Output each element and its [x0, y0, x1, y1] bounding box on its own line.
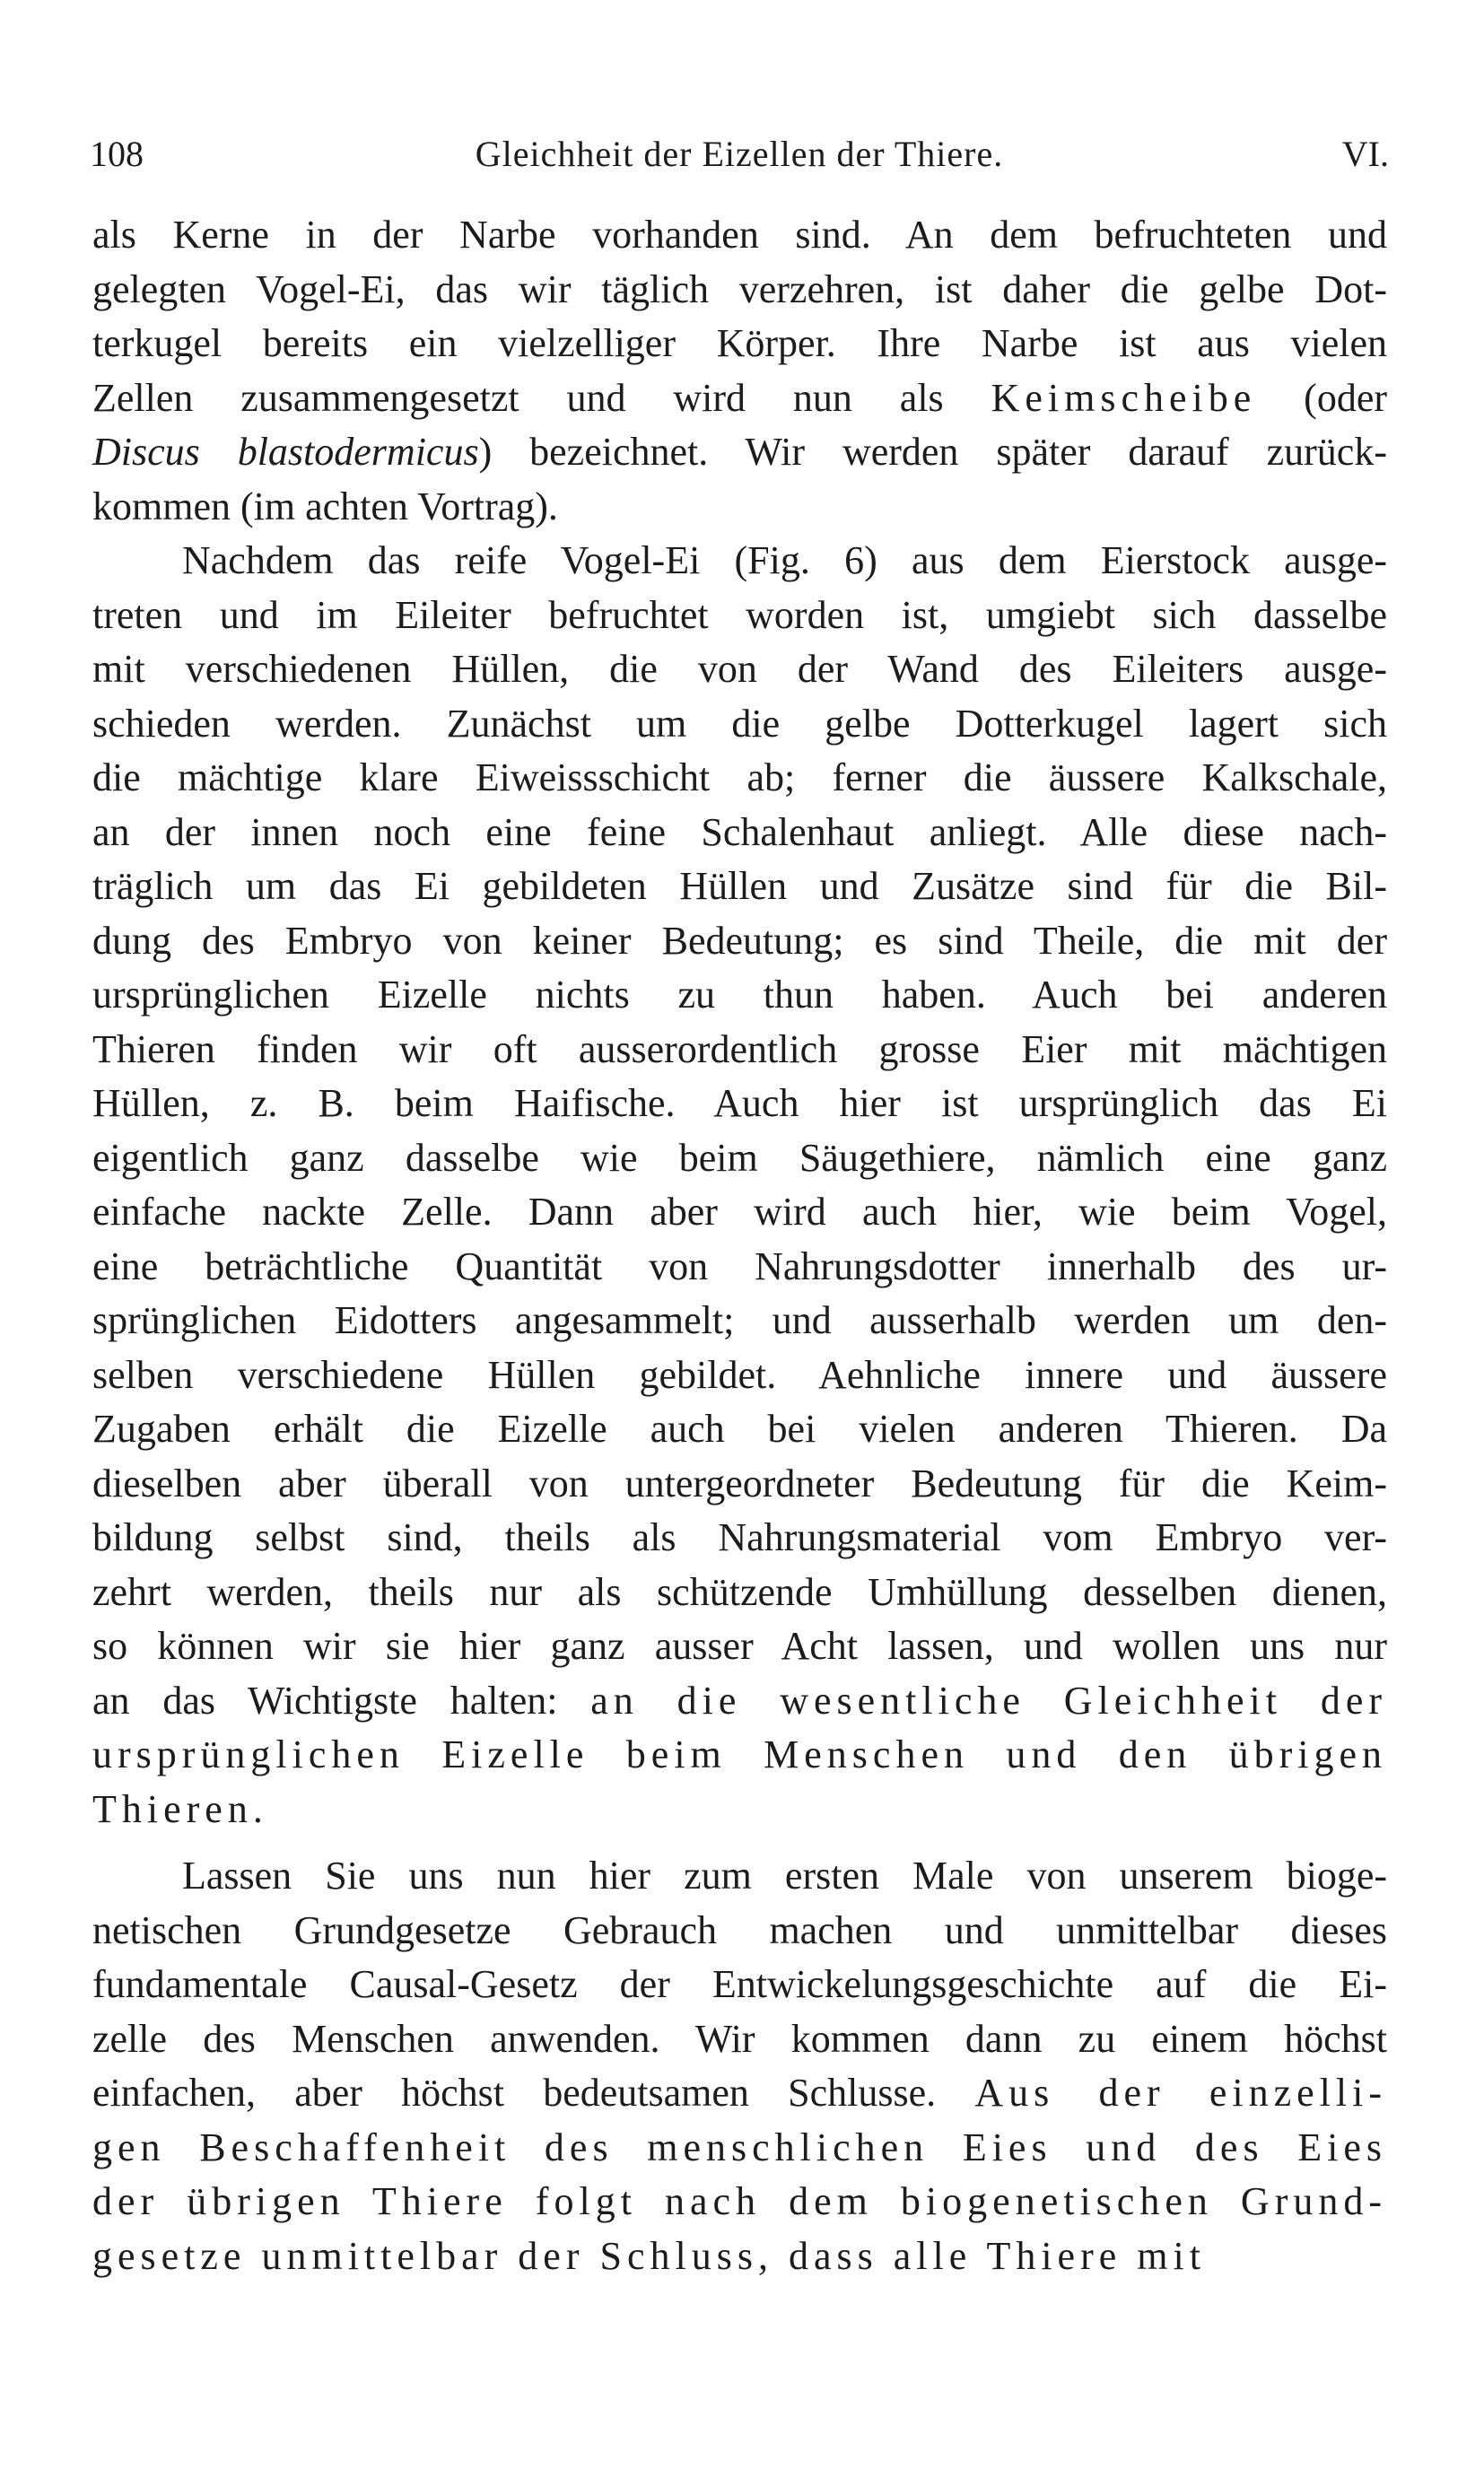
text-run: Nachdem das reife Vogel-Ei (Fig. 6) aus dem Eierstock ausge-: [182, 538, 1387, 582]
text-run: schieden werden. Zunächst um die gelbe Dotterkugel lagert sich: [92, 701, 1387, 746]
spaced-emphasis: Thieren.: [92, 1786, 268, 1831]
text-line: [92, 371, 1387, 426]
text-run: einfache nackte Zelle. Dann aber wird auch hier, wie beim Vogel,: [92, 1190, 1387, 1234]
paragraph: [92, 208, 1387, 534]
text-run: kommen (im achten Vortrag).: [92, 484, 558, 528]
text-run: Thieren finden wir oft ausserordentlich grosse Eier mit mächtigen: [92, 1026, 1387, 1071]
text-line: [92, 1904, 1387, 1959]
text-line: [92, 208, 1387, 263]
spaced-emphasis: an die wesentliche Gleichheit der: [590, 1678, 1388, 1723]
text-run: eine beträchtliche Quantität von Nahrungsdotter innerhalb des ur-: [92, 1244, 1387, 1288]
text-run: treten und im Eileiter befruchtet worden ist, umgiebt sich dasselbe: [92, 592, 1387, 637]
text-line: [92, 2175, 1387, 2230]
italic-term: Discus blastodermicus: [92, 430, 479, 474]
text-line: [92, 1240, 1387, 1295]
text-run: terkugel bereits ein vielzelliger Körper. Ihre Narbe ist aus vielen: [92, 321, 1387, 365]
text-run: gelegten Vogel-Ei, das wir täglich verzehren, ist daher die gelbe Dot-: [92, 266, 1387, 311]
text-run: netischen Grundgesetze Gebrauch machen und unmittelbar dieses: [92, 1907, 1387, 1952]
text-line: [92, 806, 1387, 860]
text-line: [92, 317, 1387, 371]
paragraph: [92, 1849, 1387, 2283]
text-run: ) bezeichnet. Wir werden später darauf zurück-: [478, 430, 1387, 474]
paragraph-gap: [92, 1837, 1387, 1849]
text-line: [92, 589, 1387, 643]
spaced-emphasis: gen Beschaffenheit des menschlichen Eies und des Eies: [92, 2125, 1387, 2169]
spaced-emphasis: Aus der einzelli-: [974, 2071, 1387, 2115]
text-run: so können wir sie hier ganz ausser Acht lassen, und wollen uns nur: [92, 1624, 1387, 1668]
text-run: mit verschiedenen Hüllen, die von der Wand des Eileiters ausge-: [92, 647, 1387, 691]
chapter-number: VI.: [1341, 134, 1389, 174]
text-run: eigentlich ganz dasselbe wie beim Säugethiere, nämlich eine ganz: [92, 1135, 1387, 1180]
text-run: Zugaben erhält die Eizelle auch bei vielen anderen Thieren. Da: [92, 1407, 1387, 1451]
text-line: [92, 2066, 1387, 2121]
text-line: [92, 1023, 1387, 1078]
body-text: [92, 208, 1387, 2283]
page-number: 108: [90, 134, 144, 174]
text-line: [92, 1457, 1387, 1512]
text-line: [92, 2121, 1387, 2176]
text-line: [92, 860, 1387, 914]
spaced-emphasis: ursprünglichen Eizelle beim Menschen und den übrigen: [92, 1732, 1387, 1776]
text-line: [92, 1783, 1387, 1837]
text-line: [92, 425, 1387, 480]
text-line: [92, 263, 1387, 318]
text-run: dieselben aber überall von untergeordneter Bedeutung für die Keim-: [92, 1461, 1387, 1505]
spaced-emphasis: Keimscheibe: [991, 375, 1257, 420]
text-run: einfachen, aber höchst bedeutsamen Schlusse.: [92, 2071, 975, 2115]
text-line: [92, 751, 1387, 806]
text-line: [92, 1958, 1387, 2012]
text-line: [92, 1511, 1387, 1566]
text-run: Hüllen, z. B. beim Haifische. Auch hier ist ursprünglich das Ei: [92, 1081, 1387, 1125]
text-run: an das Wichtigste halten:: [92, 1678, 591, 1723]
text-run: sprünglichen Eidotters angesammelt; und ausserhalb werden um den-: [92, 1298, 1387, 1342]
spaced-emphasis: gesetze unmittelbar der Schluss, dass alle Thiere mit: [92, 2233, 1206, 2278]
text-run: (oder: [1256, 375, 1388, 420]
text-line: [92, 1294, 1387, 1348]
text-line: [92, 968, 1387, 1023]
text-run: zehrt werden, theils nur als schützende Umhüllung desselben dienen,: [92, 1569, 1387, 1614]
text-line: [92, 1849, 1387, 1904]
text-run: als Kerne in der Narbe vorhanden sind. An dem befruchteten und: [92, 213, 1387, 257]
text-run: zelle des Menschen anwenden. Wir kommen dann zu einem höchst: [92, 2016, 1387, 2061]
text-run: Zellen zusammengesetzt und wird nun als: [92, 375, 991, 420]
text-line: [92, 480, 1387, 535]
text-line: [92, 914, 1387, 969]
running-title: Gleichheit der Eizellen der Thiere.: [475, 134, 1004, 174]
text-line: [92, 642, 1387, 697]
text-line: [92, 1619, 1387, 1674]
text-run: fundamentale Causal-Gesetz der Entwickelungsgeschichte auf die Ei-: [92, 1962, 1387, 2006]
text-line: [92, 1185, 1387, 1240]
text-line: [92, 697, 1387, 752]
running-head: [90, 133, 1389, 187]
text-line: [92, 2012, 1387, 2067]
text-run: bildung selbst sind, theils als Nahrungsmaterial vom Embryo ver-: [92, 1515, 1387, 1559]
text-run: selben verschiedene Hüllen gebildet. Aehnliche innere und äussere: [92, 1352, 1387, 1397]
text-line: [92, 1402, 1387, 1457]
text-line: [92, 534, 1387, 589]
text-line: [92, 1131, 1387, 1186]
text-line: [92, 2230, 1387, 2284]
text-run: Lassen Sie uns nun hier zum ersten Male von unserem bioge-: [182, 1854, 1387, 1898]
text-run: an der innen noch eine feine Schalenhaut anliegt. Alle diese nach-: [92, 809, 1387, 854]
text-line: [92, 1728, 1387, 1783]
text-run: ursprünglichen Eizelle nichts zu thun haben. Auch bei anderen: [92, 973, 1387, 1017]
text-run: träglich um das Ei gebildeten Hüllen und Zusätze sind für die Bil-: [92, 864, 1387, 908]
spaced-emphasis: der übrigen Thiere folgt nach dem biogenetischen Grund-: [92, 2179, 1387, 2223]
paragraph: [92, 534, 1387, 1837]
text-line: [92, 1348, 1387, 1403]
text-run: dung des Embryo von keiner Bedeutung; es sind Theile, die mit der: [92, 918, 1387, 963]
text-line: [92, 1674, 1387, 1729]
text-line: [92, 1566, 1387, 1620]
text-line: [92, 1077, 1387, 1131]
text-run: die mächtige klare Eiweissschicht ab; ferner die äussere Kalkschale,: [92, 755, 1387, 799]
